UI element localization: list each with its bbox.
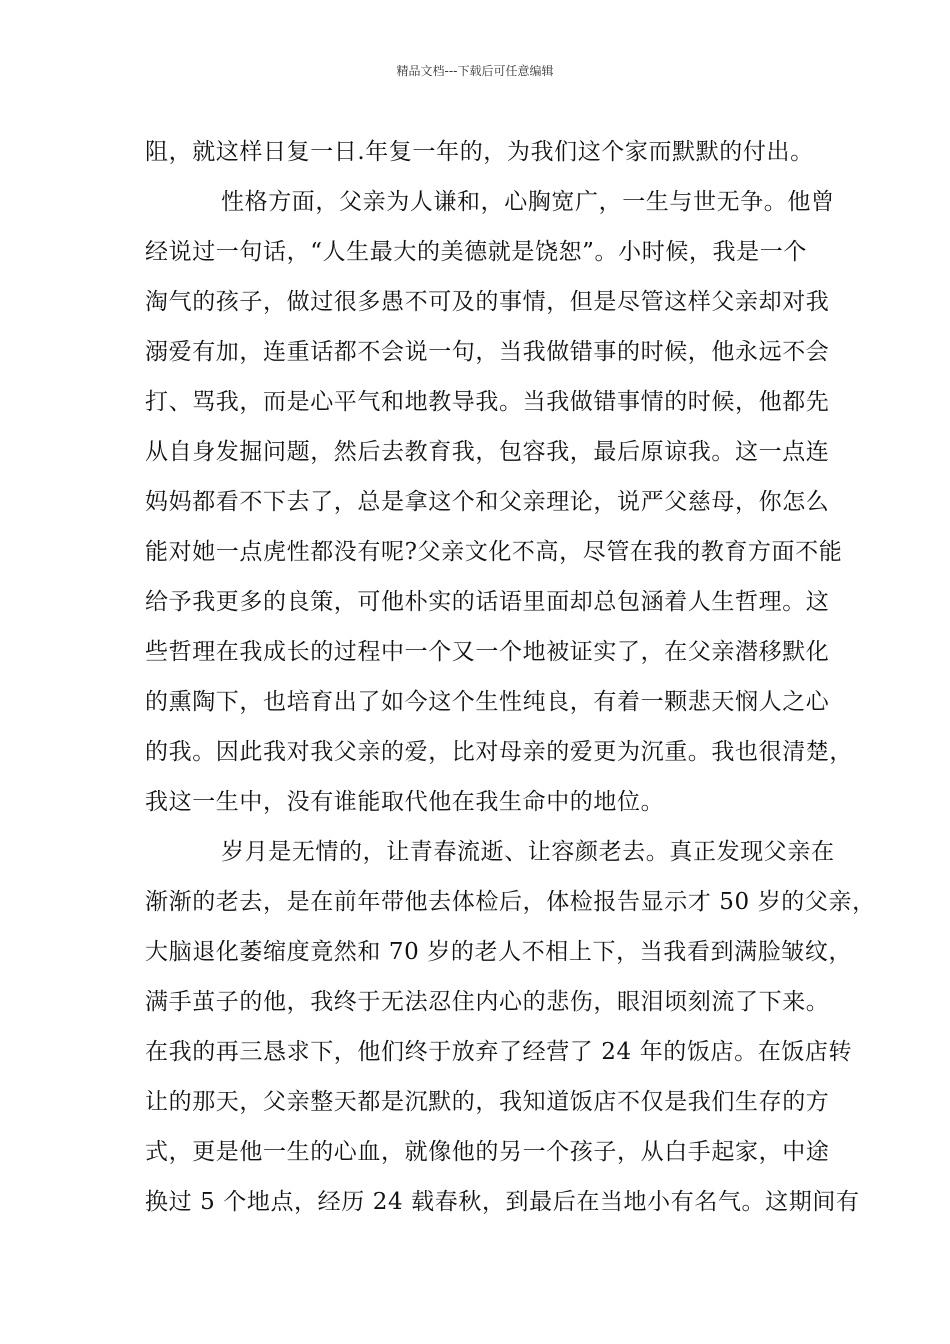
text-line: 的我。因此我对我父亲的爱，比对母亲的爱更为沉重。我也很清楚， [145,739,853,765]
text-line: 换过 5 个地点，经历 24 载春秋，到最后在当地小有名气。这期间有 [145,1189,860,1215]
text-line: 的熏陶下，也培育出了如今这个生性纯良，有着一颗悲天悯人之心 [145,689,830,715]
paragraph-start-line: 岁月是无情的，让青春流逝、让容颜老去。真正发现父亲在 [221,839,835,865]
text-line: 能对她一点虎性都没有呢?父亲文化不高，尽管在我的教育方面不能 [145,539,843,565]
text-line: 淘气的孩子，做过很多愚不可及的事情，但是尽管这样父亲却对我 [145,289,830,315]
text-line: 大脑退化萎缩度竟然和 70 岁的老人不相上下，当我看到满脸皱纹， [145,939,853,965]
text-line: 些哲理在我成长的过程中一个又一个地被证实了，在父亲潜移默化 [145,639,830,665]
text-line: 式，更是他一生的心血，就像他的另一个孩子，从白手起家，中途 [145,1139,830,1165]
text-line: 溺爱有加，连重话都不会说一句，当我做错事的时候，他永远不会 [145,339,830,365]
document-body [145,127,876,1227]
text-line: 打、骂我，而是心平气和地教导我。当我做错事情的时候，他都先 [145,389,830,415]
text-line: 给予我更多的良策，可他朴实的话语里面却总包涵着人生哲理。这 [145,589,830,615]
text-line: 阻，就这样日复一日.年复一年的，为我们这个家而默默的付出。 [145,139,814,165]
text-line: 满手茧子的他，我终于无法忍住内心的悲伤，眼泪顷刻流了下来。 [145,989,830,1015]
paragraph-start-line: 性格方面，父亲为人谦和，心胸宽广，一生与世无争。他曾 [221,189,835,215]
text-line: 从自身发掘问题，然后去教育我，包容我，最后原谅我。这一点连 [145,439,830,465]
text-line: 让的那天，父亲整天都是沉默的，我知道饭店不仅是我们生存的方 [145,1089,830,1115]
text-line: 妈妈都看不下去了，总是拿这个和父亲理论，说严父慈母，你怎么 [145,489,830,515]
text-line: 经说过一句话，“人生最大的美德就是饶恕”。小时候，我是一个 [145,239,807,265]
text-line: 渐渐的老去，是在前年带他去体检后，体检报告显示才 50 岁的父亲， [145,889,876,915]
text-line: 在我的再三恳求下，他们终于放弃了经营了 24 年的饭店。在饭店转 [145,1039,853,1065]
text-line: 我这一生中，没有谁能取代他在我生命中的地位。 [145,789,665,815]
page-header: 精品文档---下载后可任意编辑 [396,64,554,78]
